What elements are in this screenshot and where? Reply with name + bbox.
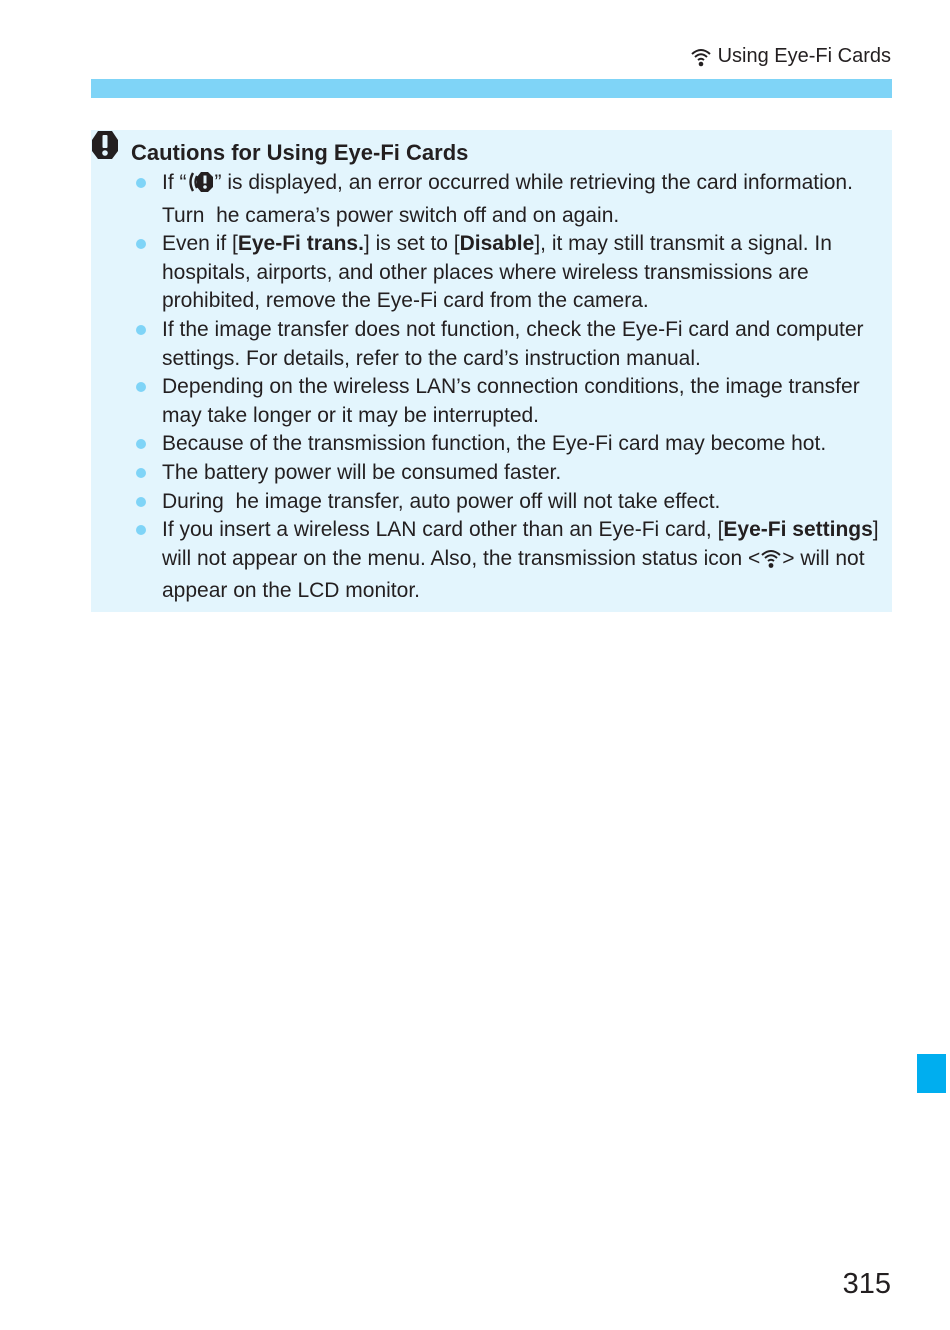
wifi-icon: [690, 47, 712, 67]
bullet-icon: [136, 497, 146, 507]
list-item-text: If the image transfer does not function, check the Eye-Fi card and computer settings. For details, refer to the card’s instruction manual.: [162, 317, 870, 370]
header-title: Using Eye-Fi Cards: [717, 45, 891, 67]
running-header: [690, 45, 891, 68]
list-item-text: Even if [: [162, 232, 238, 256]
list-item: [134, 316, 879, 373]
page-number: 315: [842, 1268, 891, 1300]
list-item: [134, 169, 879, 230]
bullet-icon: [136, 525, 146, 535]
caution-title: Cautions for Using Eye-Fi Cards: [131, 140, 469, 165]
menu-item-eye-fi-trans: Eye-Fi trans.: [237, 232, 364, 256]
list-item: [134, 516, 885, 606]
list-item-text-end: ” is displayed, an error occurred while retrieving the card information. Turn he camera’s power switch off and on again.: [162, 171, 859, 227]
eye-fi-error-icon: [187, 171, 215, 202]
list-item-text-start: If “: [162, 171, 187, 194]
bullet-icon: [136, 325, 146, 335]
bullet-icon: [136, 468, 146, 478]
list-item: [134, 459, 879, 488]
list-item: [134, 373, 879, 430]
bullet-icon: [136, 239, 146, 249]
list-item-text: Because of the transmission function, the Eye-Fi card may become hot.: [162, 432, 827, 456]
caution-icon: [91, 130, 119, 160]
wifi-icon: [760, 547, 782, 578]
list-item: [134, 230, 879, 316]
caution-list: [134, 169, 885, 606]
bullet-icon: [136, 439, 146, 449]
list-item-text: The battery power will be consumed faster.: [162, 460, 562, 484]
menu-value-disable: Disable: [459, 232, 535, 256]
list-item-text: ] is set to [: [363, 232, 460, 256]
list-item-text: Depending on the wireless LAN’s connection conditions, the image transfer may take longer or it may be interrupted.: [162, 375, 866, 427]
list-item: [134, 488, 879, 517]
list-item-text: During he image transfer, auto power off will not take effect.: [162, 489, 721, 513]
list-item-text: ], it may still transmit a signal. In hospitals, airports, and other places where wireless transmissions are prohibited, remove the Eye-Fi card from the camera.: [162, 232, 838, 313]
list-item-text: If you insert a wireless LAN card other than an Eye-Fi card, [: [162, 518, 724, 542]
list-item-text: ] will not appear on the menu. Also, the transmission status icon <: [162, 518, 885, 570]
list-item: [134, 430, 879, 459]
header-accent-bar: [91, 79, 892, 98]
menu-item-eye-fi-settings: Eye-Fi settings: [723, 518, 873, 542]
chapter-tab: [917, 1054, 946, 1093]
bullet-icon: [136, 178, 146, 188]
bullet-icon: [136, 382, 146, 392]
list-item-text: > will not appear on the LCD monitor.: [162, 546, 871, 603]
